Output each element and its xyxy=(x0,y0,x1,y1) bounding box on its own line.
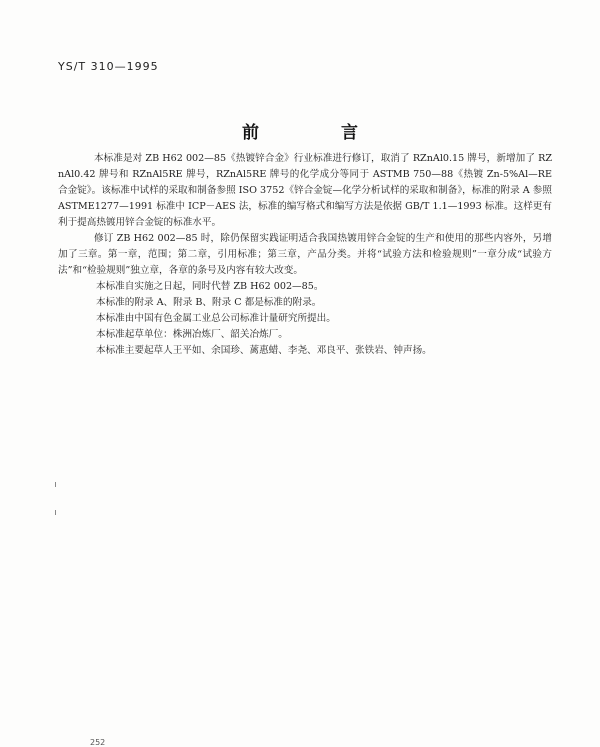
paragraph-appendices: 本标准的附录 A、附录 B、附录 C 都是标准的附录。 xyxy=(96,297,322,308)
paragraph-drafting-units: 本标准起草单位：株洲冶炼厂、韶关冶炼厂。 xyxy=(96,329,288,340)
paragraph-revision-changes: 修订 ZB H62 002—85 时，除仍保留实践证明适合我国热镀用锌合金锭的生产和使用的那些内容外，另增加了三章。第一章，范围；第二章，引用标准；第三章，产品分类。并将“试验方法和检验规则”一章分成“试验方法”和“检验规则”独立章，各章的条号及内容有较大改变。 xyxy=(58,233,552,276)
paragraph-drafters: 本标准主要起草人王平如、余国珍、蓠惠蜡、李尧、邓良平、张铁岩、钟声扬。 xyxy=(96,345,432,356)
paragraph-effective-date: 本标准自实施之日起，同时代替 ZB H62 002—85。 xyxy=(96,281,324,292)
scan-edge-mark xyxy=(55,482,56,487)
paragraph-proposed-by: 本标准由中国有色金属工业总公司标准计量研究所提出。 xyxy=(96,313,336,324)
scan-edge-mark xyxy=(55,510,56,515)
foreword-body xyxy=(58,151,552,359)
paragraph-revision-summary: 本标准是对 ZB H62 002—85《热镀锌合金》行业标准进行修订，取消了 RZnAl0.15 牌号，新增加了 RZnAl0.42 牌号和 RZnAl5RE 牌号，RZnAl5RE 牌号的化学成分等同于 ASTMB 750—88《热镀 Zn-5%Al—RE 合金锭》。该标准中试样的采取和制备参照 ISO 3752《锌合金锭—化学分析试样的采取和制备》，标准的附录 A 参照 ASTME1277—1991 标准中 ICP－AES 法，标准的编写格式和编写方法是依据 GB/T 1.1—1993 标准。这样更有利于提高热镀用锌合金锭的标准水平。 xyxy=(58,153,552,228)
standard-code: YS/T 310—1995 xyxy=(58,60,159,73)
section-title-foreword: 前 言 xyxy=(242,123,396,143)
page-number: 252 xyxy=(90,738,106,747)
